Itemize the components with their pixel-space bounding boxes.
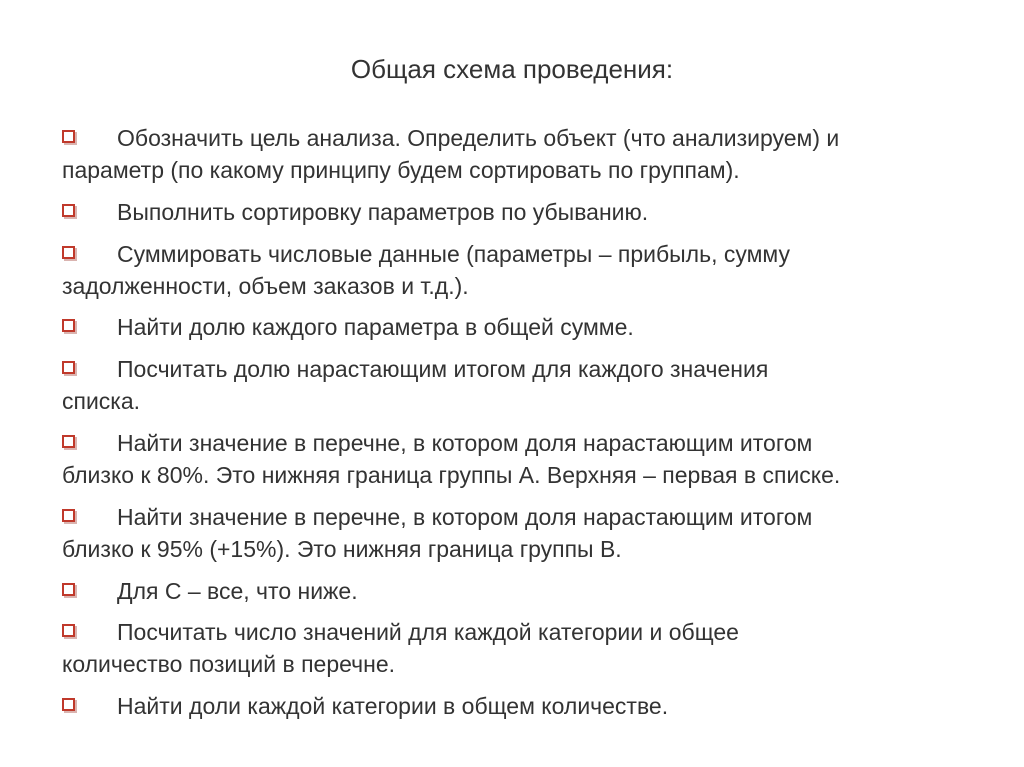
list-item-text: Выполнить сортировку параметров по убыванию. (117, 198, 649, 225)
list-item (62, 196, 962, 228)
list-item-text: Для С – все, что ниже. (117, 577, 358, 604)
checkbox-square-icon (62, 509, 75, 522)
list-item-text: Посчитать число значений для каждой категории и общее (117, 619, 739, 646)
list-item (62, 575, 962, 607)
checkbox-square-icon (62, 698, 75, 711)
list-item-text-continued: параметр (по какому принципу будем сортировать по группам). (62, 157, 740, 183)
list-item (62, 616, 962, 680)
bullet-list (62, 122, 962, 732)
list-item-text: Найти значение в перечне, в котором доля нарастающим итогом (117, 503, 813, 530)
list-item-text-continued: близко к 80%. Это нижняя граница группы A. Верхняя – первая в списке. (62, 461, 841, 488)
checkbox-square-icon (62, 361, 75, 374)
slide-title: Общая схема проведения: (350, 54, 674, 84)
checkbox-square-icon (62, 246, 75, 259)
list-item (62, 122, 962, 186)
list-item-text-continued: количество позиций в перечне. (62, 651, 396, 678)
list-item-text-continued: списка. (62, 388, 141, 415)
checkbox-square-icon (62, 204, 75, 217)
list-item (62, 501, 962, 565)
list-item-text: Найти доли каждой категории в общем количестве. (117, 693, 669, 720)
list-item-text-continued: задолженности, объем заказов и т.д.). (62, 272, 469, 299)
list-item (62, 690, 962, 722)
list-item-text: Найти долю каждого параметра в общей сумме. (117, 314, 634, 341)
list-item (62, 311, 962, 343)
list-item-text: Суммировать числовые данные (параметры – прибыль, сумму (117, 240, 790, 267)
list-item-text: Найти значение в перечне, в котором доля нарастающим итогом (117, 429, 813, 456)
checkbox-square-icon (62, 435, 75, 448)
list-item (62, 238, 962, 302)
list-item-text-continued: близко к 95% (+15%). Это нижняя граница группы B. (62, 535, 622, 562)
checkbox-square-icon (62, 624, 75, 637)
list-item (62, 427, 962, 491)
list-item-text: Посчитать долю нарастающим итогом для каждого значения (117, 356, 769, 383)
list-item-text: Обозначить цель анализа. Определить объект (что анализируем) и (117, 125, 840, 151)
checkbox-square-icon (62, 583, 75, 596)
checkbox-square-icon (62, 319, 75, 332)
list-item (62, 353, 962, 417)
checkbox-square-icon (62, 130, 75, 143)
